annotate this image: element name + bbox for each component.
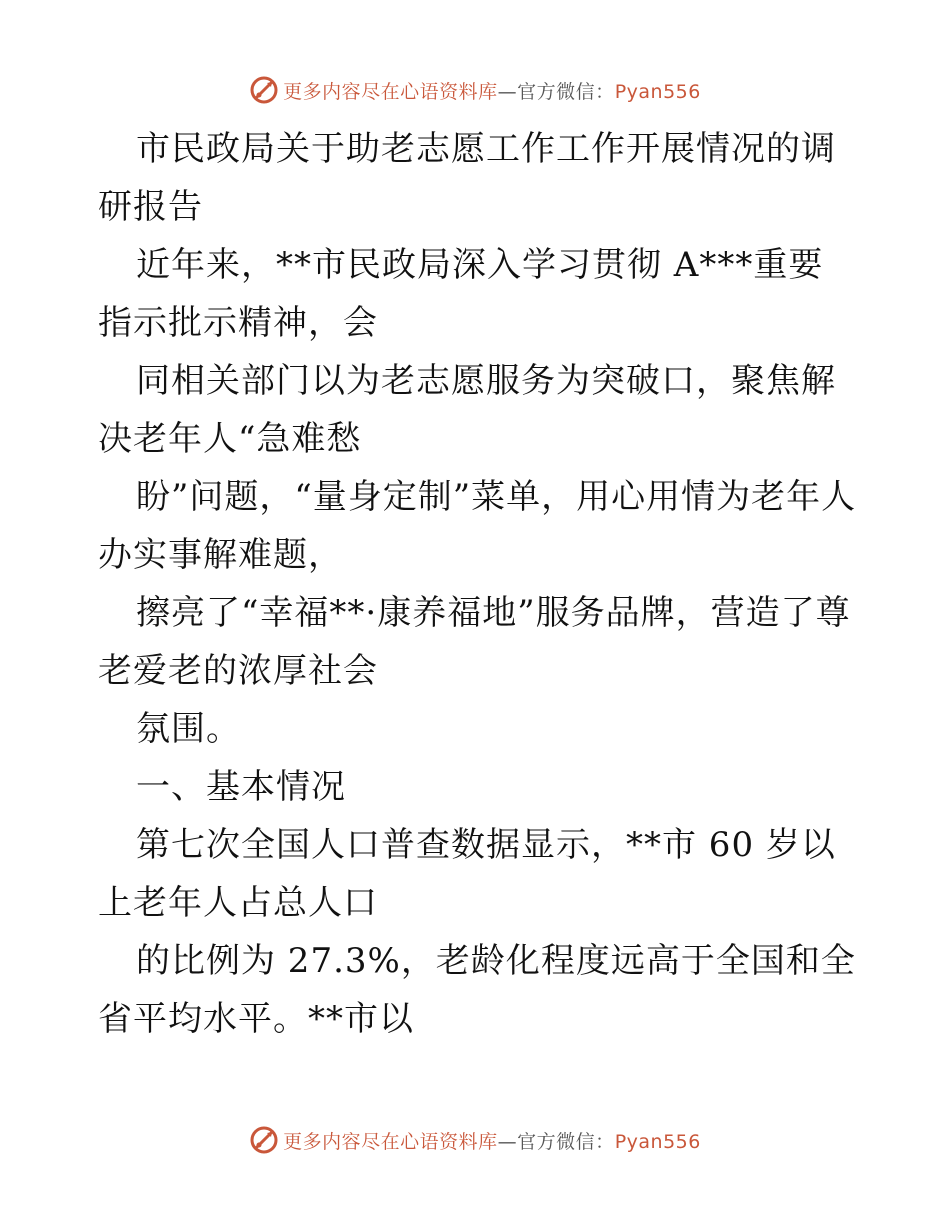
doc-title: 市民政局关于助老志愿工作工作开展情况的调研报告 bbox=[98, 129, 836, 227]
paragraph: 同相关部门以为老志愿服务为突破口，聚焦解决老年人“急难愁 bbox=[98, 361, 836, 459]
section-heading: 一、基本情况 bbox=[136, 767, 346, 807]
paragraph: 第七次全国人口普查数据显示，**市 60 岁以上老年人占总人口 bbox=[98, 825, 836, 923]
paragraph: 盼”问题，“量身定制”菜单，用心用情为老年人办实事解难题， bbox=[98, 477, 857, 575]
banner-label: 官方微信： bbox=[517, 1130, 615, 1153]
banner-wechat: Pyan556 bbox=[614, 80, 701, 103]
logo-icon bbox=[249, 1125, 279, 1155]
paragraph: 近年来，**市民政局深入学习贯彻 A***重要指示批示精神，会 bbox=[98, 245, 824, 343]
logo-icon bbox=[249, 75, 279, 105]
banner-main: 更多内容尽在心语资料库 bbox=[283, 80, 498, 103]
banner-text bbox=[283, 1127, 701, 1154]
banner-wechat: Pyan556 bbox=[614, 1130, 701, 1153]
paragraph: 的比例为 27.3%，老龄化程度远高于全国和全省平均水平。**市以 bbox=[98, 941, 856, 1039]
document-body bbox=[98, 120, 858, 1048]
banner-main: 更多内容尽在心语资料库 bbox=[283, 1130, 498, 1153]
banner-dash: — bbox=[497, 80, 518, 103]
footer-banner bbox=[0, 1120, 950, 1160]
paragraph: 氛围。 bbox=[136, 709, 241, 749]
banner-label: 官方微信： bbox=[517, 80, 615, 103]
banner-text bbox=[283, 77, 701, 104]
banner-dash: — bbox=[497, 1130, 518, 1153]
paragraph: 擦亮了“幸福**·康养福地”服务品牌，营造了尊老爱老的浓厚社会 bbox=[98, 593, 851, 691]
header-banner bbox=[0, 70, 950, 110]
